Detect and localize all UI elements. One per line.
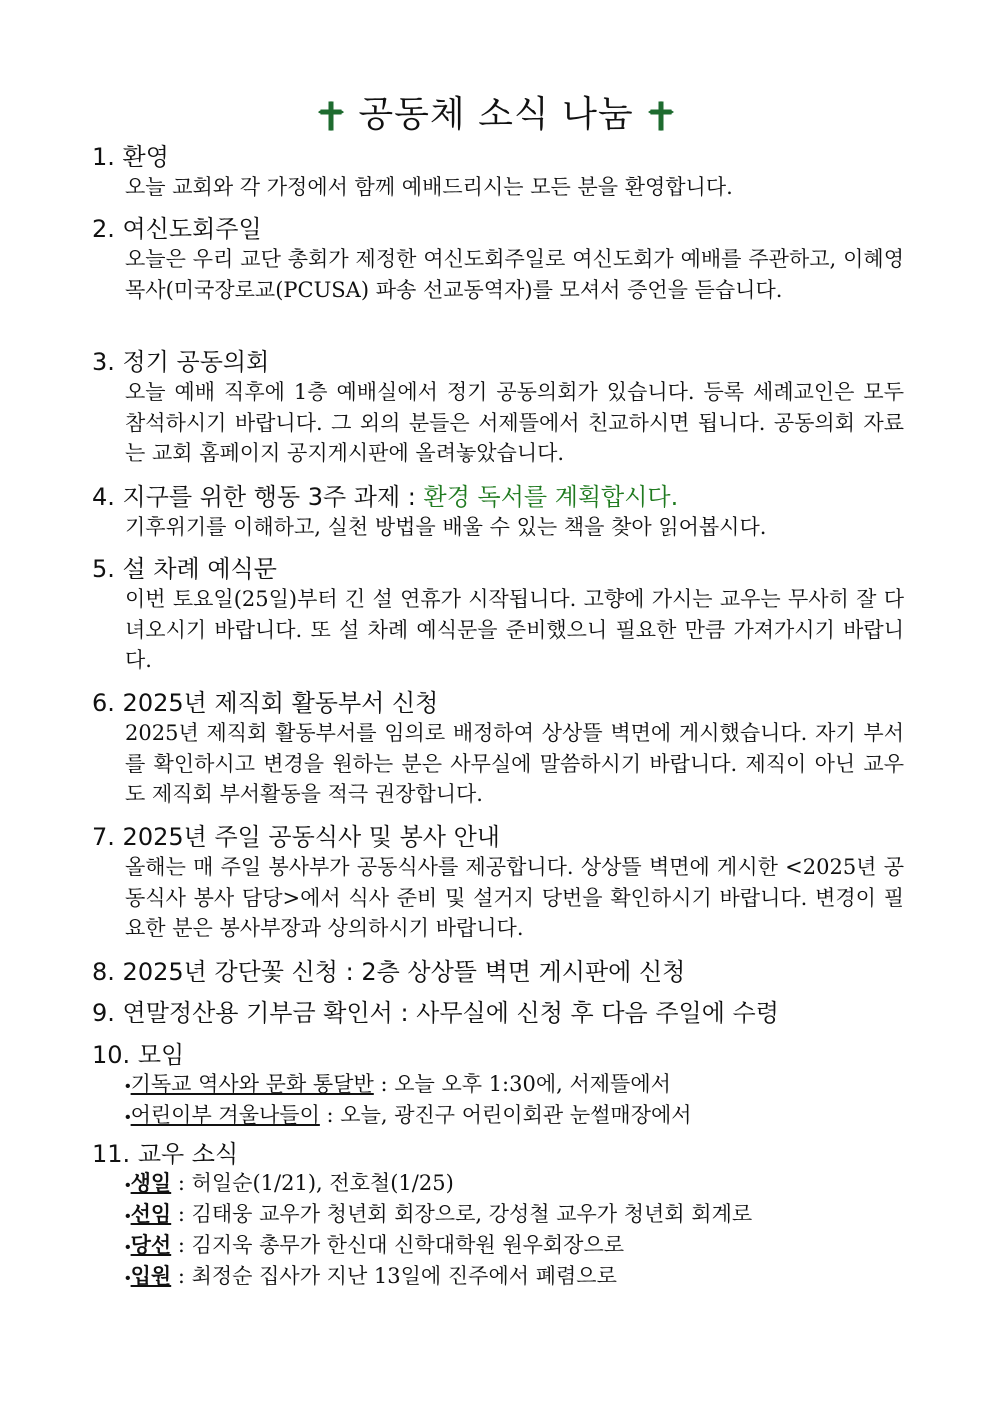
news-item-gatherings — [92, 1040, 904, 1132]
news-item-lunar-new-year — [92, 554, 904, 676]
cross-icon — [648, 101, 674, 131]
item-heading: 11. 교우 소식 — [92, 1140, 239, 1168]
item-heading: 10. 모임 — [92, 1041, 185, 1069]
item-heading: 3. 정기 공동의회 — [92, 348, 270, 376]
cross-icon — [318, 101, 344, 131]
item-heading: 6. 2025년 제직회 활동부서 신청 — [92, 689, 439, 717]
list-item: •기독교 역사와 문화 통달반 : 오늘 오후 1:30에, 서제뜰에서 — [125, 1072, 671, 1096]
bullet-label: 기독교 역사와 문화 통달반 — [130, 1072, 374, 1096]
item-body: 2025년 제직회 활동부서를 임의로 배정하여 상상뜰 벽면에 게시했습니다. 자기 부서를 확인하시고 변경을 원하는 분은 사무실에 말씀하시기 바랍니다. 제직이 아닌 교우도 제직회 부서활동을 적극 권장합니다. — [125, 721, 904, 806]
news-item-shared-meal — [92, 822, 904, 944]
news-item-donation-receipt — [92, 998, 904, 1028]
bullet-label: 입원 — [130, 1263, 172, 1288]
list-item: •입원 : 최정순 집사가 지난 13일에 진주에서 폐렴으로 — [125, 1263, 617, 1288]
item-body: 기후위기를 이해하고, 실천 방법을 배울 수 있는 책을 찾아 읽어봅시다. — [125, 515, 767, 539]
item-heading: 9. 연말정산용 기부금 확인서 : 사무실에 신청 후 다음 주일에 수령 — [92, 999, 779, 1027]
list-item: •어린이부 겨울나들이 : 오늘, 광진구 어린이회관 눈썰매장에서 — [125, 1103, 692, 1127]
bullet-label: 생일 — [130, 1170, 172, 1195]
list-item: •당선 : 김지욱 총무가 한신대 신학대학원 원우회장으로 — [125, 1232, 625, 1257]
bullet-label: 당선 — [130, 1232, 172, 1257]
news-item-earth-action — [92, 482, 904, 543]
item-heading: 1. 환영 — [92, 143, 169, 171]
page-title-row — [0, 92, 992, 138]
list-item: •선임 : 김태웅 교우가 청년회 회장으로, 강성철 교우가 청년회 회계로 — [125, 1201, 753, 1226]
item-body: 오늘 예배 직후에 1층 예배실에서 정기 공동의회가 있습니다. 등록 세례교인은 모두 참석하시기 바랍니다. 그 외의 분들은 서제뜰에서 친교하시면 됩니다. 공동의회 자료는 교회 홈페이지 공지게시판에 올려놓았습니다. — [125, 380, 904, 465]
news-item-altar-flowers — [92, 957, 904, 987]
news-item-member-news — [92, 1139, 904, 1293]
item-body: 올해는 매 주일 봉사부가 공동식사를 제공합니다. 상상뜰 벽면에 게시한 <2025년 공동식사 봉사 담당>에서 식사 준비 및 설거지 당번을 확인하시기 바랍니다. 변경이 필요한 분은 봉사부장과 상의하시기 바랍니다. — [125, 855, 904, 940]
bullet-label: 어린이부 겨울나들이 — [130, 1103, 320, 1127]
item-heading: 8. 2025년 강단꽃 신청 : 2층 상상뜰 벽면 게시판에 신청 — [92, 958, 686, 986]
bullet-label: 선임 — [130, 1201, 172, 1226]
item-body: 오늘 교회와 각 가정에서 함께 예배드리시는 모든 분을 환영합니다. — [125, 175, 733, 199]
item-heading: 7. 2025년 주일 공동식사 및 봉사 안내 — [92, 823, 500, 851]
page-title: 공동체 소식 나눔 — [358, 94, 634, 135]
news-item-womens-sunday — [92, 214, 904, 305]
news-item-congregation-meeting — [92, 347, 904, 469]
item-heading: 2. 여신도회주일 — [92, 215, 262, 243]
item-heading: 4. 지구를 위한 행동 3주 과제 : 환경 독서를 계획합시다. — [92, 483, 679, 511]
news-item-welcome — [92, 142, 904, 203]
heading-highlight: 환경 독서를 계획합시다. — [423, 483, 679, 511]
list-item: •생일 : 허일순(1/21), 전호철(1/25) — [125, 1170, 454, 1195]
news-item-deacon-board — [92, 688, 904, 810]
item-body: 오늘은 우리 교단 총회가 제정한 여신도회주일로 여신도회가 예배를 주관하고, 이혜영 목사(미국장로교(PCUSA) 파송 선교동역자)를 모셔서 증언을 듣습니다. — [125, 247, 904, 302]
item-body: 이번 토요일(25일)부터 긴 설 연휴가 시작됩니다. 고향에 가시는 교우는 무사히 잘 다녀오시기 바랍니다. 또 설 차례 예식문을 준비했으니 필요한 만큼 가져가시기 바랍니다. — [125, 587, 904, 672]
item-heading: 5. 설 차례 예식문 — [92, 555, 277, 583]
